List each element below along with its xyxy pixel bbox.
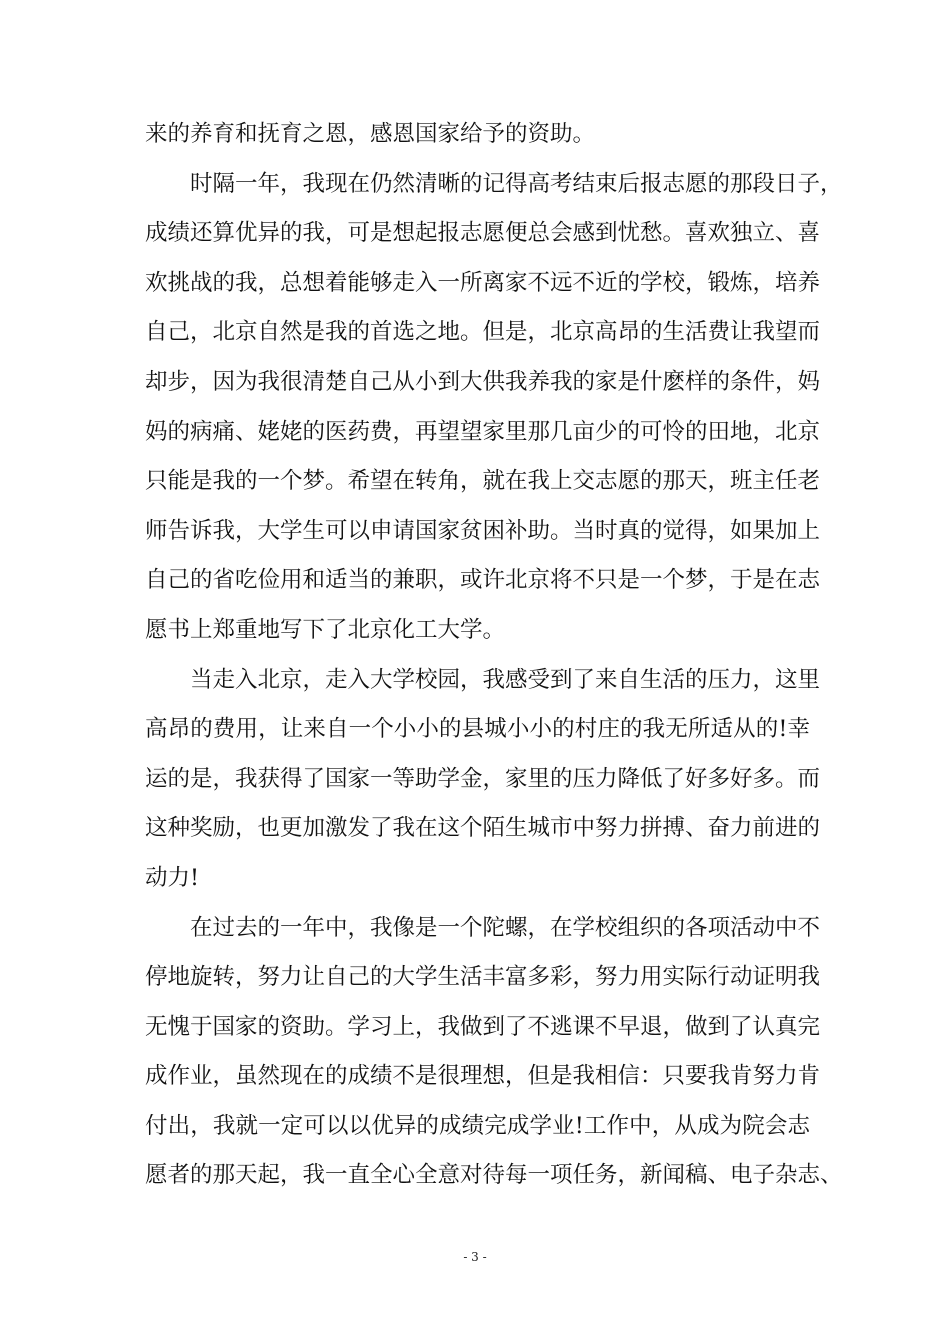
text-line: 高昂的费用，让来自一个小小的县城小小的村庄的我无所适从的!幸 [145,716,810,743]
text-line: 时隔一年，我现在仍然清晰的记得高考结束后报志愿的那段日子， [190,170,843,197]
text-line: 无愧于国家的资助。学习上，我做到了不逃课不早退，做到了认真完 [145,1013,821,1040]
text-line: 欢挑战的我，总想着能够走入一所离家不远不近的学校，锻炼，培养 [145,269,821,296]
text-line: 自己的省吃俭用和适当的兼职，或许北京将不只是一个梦，于是在志 [145,567,821,594]
text-line: 在过去的一年中，我像是一个陀螺，在学校组织的各项活动中不 [190,914,821,941]
text-line: 动力! [145,864,200,891]
text-line: 却步，因为我很清楚自己从小到大供我养我的家是什麽样的条件，妈 [145,368,821,395]
text-line: 愿书上郑重地写下了北京化工大学。 [145,616,506,643]
text-line: 付出，我就一定可以以优异的成绩完成学业!工作中，从成为院会志 [145,1112,810,1139]
text-line: 这种奖励，也更加激发了我在这个陌生城市中努力拼搏、奋力前进的 [145,815,821,842]
text-line: 师告诉我，大学生可以申请国家贫困补助。当时真的觉得，如果加上 [145,517,821,544]
text-line: 自己，北京自然是我的首选之地。但是，北京高昂的生活费让我望而 [145,319,821,346]
text-line: 成绩还算优异的我，可是想起报志愿便总会感到忧愁。喜欢独立、喜 [145,220,821,247]
text-line: 成作业，虽然现在的成绩不是很理想，但是我相信：只要我肯努力肯 [145,1063,821,1090]
text-line: 来的养育和抚育之恩，感恩国家给予的资助。 [145,121,596,147]
text-line: 运的是，我获得了国家一等助学金，家里的压力降低了好多好多。而 [145,765,821,792]
text-line: 当走入北京，走入大学校园，我感受到了来自生活的压力，这里 [190,666,821,693]
text-line: 停地旋转，努力让自己的大学生活丰富多彩，努力用实际行动证明我 [145,964,821,991]
text-line: 妈的病痛、姥姥的医药费，再望望家里那几亩少的可怜的田地，北京 [145,418,821,445]
text-line: 愿者的那天起，我一直全心全意对待每一项任务，新闻稿、电子杂志、 [145,1162,843,1189]
page-number: - 3 - [463,1250,487,1264]
body-text [145,110,843,1201]
text-line: 只能是我的一个梦。希望在转角，就在我上交志愿的那天，班主任老 [145,468,821,495]
